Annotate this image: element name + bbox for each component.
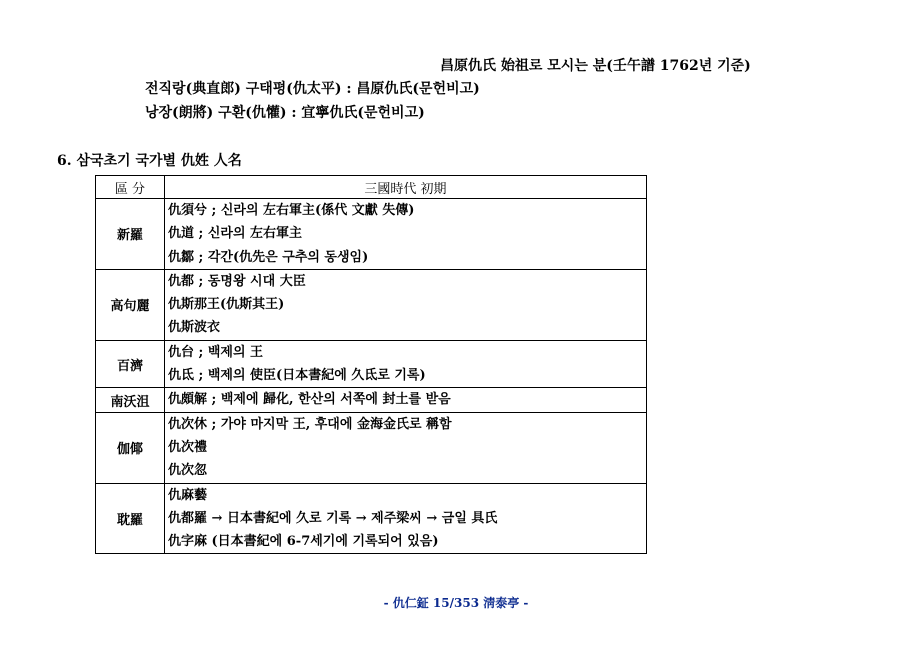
table-row [96, 412, 647, 483]
person-entry: 仇麻藝 [168, 487, 208, 503]
region-cell: 伽倻 [96, 412, 165, 483]
person-entry: 仇須兮 ; 신라의 左右軍主(係代 文獻 失傳) [168, 203, 415, 218]
region-cell: 耽羅 [96, 483, 165, 554]
person-entry: 仇斯那王(仇斯其王) [168, 297, 285, 313]
region-cell: 南沃沮 [96, 388, 165, 412]
person-entry: 仇台 ; 백제의 王 [168, 344, 264, 360]
person-entry: 仇次忽 [168, 463, 208, 479]
person-entry: 仇氐 ; 백제의 使臣(日本書紀에 久氐로 기록) [168, 368, 426, 384]
person-entry: 仇都羅 → 日本書紀에 久로 기록 → 제주梁씨 → 금일 具氏 [168, 510, 498, 526]
table-body [96, 199, 647, 554]
table-row [96, 483, 647, 554]
entries-cell [165, 199, 647, 270]
entries-cell [165, 340, 647, 388]
header-line-2: 전직랑(典直郎) 구태평(仇太平) : 昌原仇氏(문헌비고) [145, 81, 480, 97]
entries-cell [165, 483, 647, 554]
person-entry: 仇頗解 ; 백제에 歸化, 한산의 서쪽에 封土를 받음 [168, 392, 451, 408]
table-header-row [96, 176, 647, 199]
header-division: 區 分 [96, 176, 165, 199]
page-footer: - 仇仁鉦 15/353 淸泰亭 - [383, 596, 529, 610]
person-entry: 仇道 ; 신라의 左右軍主 [168, 226, 303, 242]
person-entry: 仇鄒 ; 각간(仇先은 구추의 동생임) [168, 249, 369, 265]
surname-table [95, 175, 647, 554]
person-entry: 仇斯波衣 [168, 320, 221, 336]
region-cell: 新羅 [96, 199, 165, 270]
person-entry: 仇次禮 [168, 439, 208, 455]
table-row [96, 269, 647, 340]
header-line-3: 낭장(朗將) 구환(仇懽) : 宜寧仇氏(문헌비고) [145, 105, 425, 121]
region-cell: 高句麗 [96, 269, 165, 340]
table-row [96, 388, 647, 412]
header-line-1: 昌原仇氏 始祖로 모시는 분(壬午譜 1762년 기준) [440, 58, 751, 74]
section-title: 6. 삼국초기 국가별 仇姓 人名 [57, 153, 242, 169]
person-entry: 仇都 ; 동명왕 시대 大臣 [168, 273, 306, 289]
table-row [96, 199, 647, 270]
header-era: 三國時代 初期 [165, 176, 647, 199]
entries-cell [165, 269, 647, 340]
region-cell: 百濟 [96, 340, 165, 388]
entries-cell [165, 412, 647, 483]
person-entry: 仇字麻 (日本書紀에 6-7세기에 기록되어 있음) [168, 534, 439, 550]
entries-cell [165, 388, 647, 412]
table-row [96, 340, 647, 388]
person-entry: 仇次休 ; 가야 마지막 王, 후대에 金海金氏로 稱함 [168, 416, 452, 432]
